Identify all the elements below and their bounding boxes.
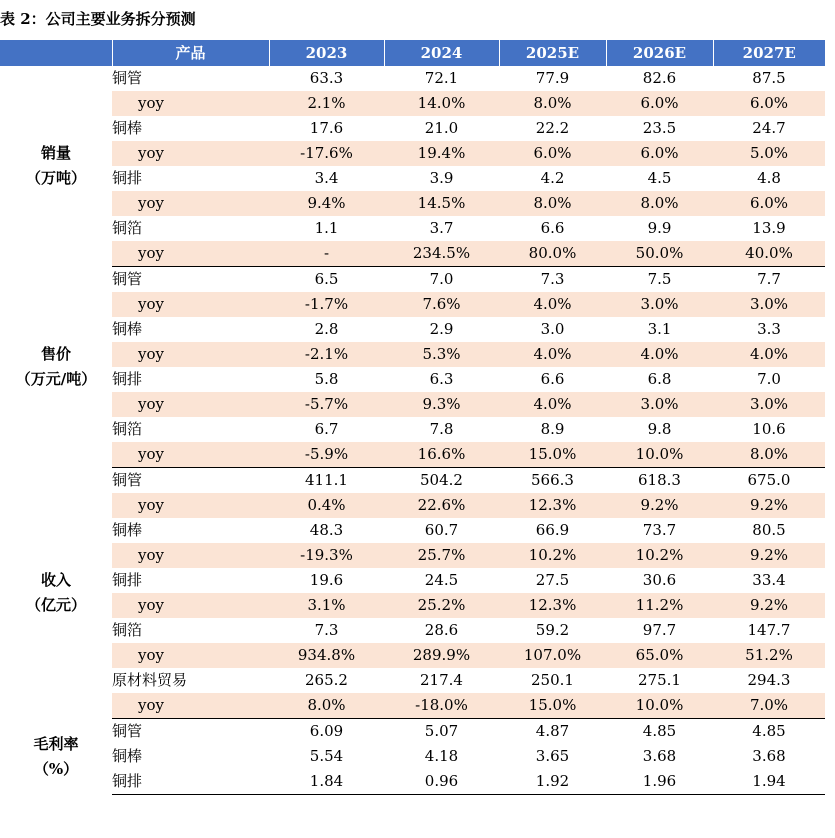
value-cell: 59.2 [535,621,570,639]
value-cell: 4.0% [606,342,713,367]
value-cell: 3.4 [314,169,339,187]
value-cell: 3.0 [540,320,565,338]
table-row [0,91,825,116]
category-unit: （%） [33,759,79,778]
table-row [0,543,825,568]
value-cell: 6.0% [713,191,825,216]
value-cell: 5.8 [314,370,339,388]
value-cell: 72.1 [424,69,459,87]
value-cell: 73.7 [642,521,677,539]
value-cell: 265.2 [305,671,348,689]
product-name: 铜箔 [112,420,143,438]
value-cell: 7.7 [757,270,781,288]
product-name: 铜管 [112,471,143,489]
table-row [0,141,825,166]
table-row [0,568,825,593]
value-cell: 6.6 [540,219,565,237]
value-cell: 3.65 [535,747,570,765]
table-row [0,643,825,668]
header-year-2023: 2023 [269,40,384,66]
table-row [0,442,825,468]
product-name: 铜箔 [112,621,143,639]
value-cell: 30.6 [642,571,677,589]
value-cell: 618.3 [638,471,681,489]
value-cell: 8.0% [499,191,606,216]
value-cell: 6.0% [606,91,713,116]
value-cell: 82.6 [642,69,677,87]
category-unit: （万元/吨） [15,370,97,388]
product-name: 铜管 [112,722,143,740]
value-cell: 234.5% [384,241,499,267]
header-row [0,40,825,66]
header-year-2024: 2024 [384,40,499,66]
table-row [0,693,825,719]
value-cell: 24.7 [752,119,786,137]
yoy-label: yoy [112,693,269,719]
product-name: 铜管 [112,69,143,87]
value-cell: 411.1 [305,471,348,489]
value-cell: 3.1 [647,320,672,338]
value-cell: 3.68 [642,747,677,765]
value-cell: 6.3 [429,370,454,388]
value-cell: 22.2 [535,119,570,137]
value-cell: 51.2% [713,643,825,668]
value-cell: 217.4 [420,671,463,689]
header-year-2027e: 2027E [713,40,825,66]
value-cell: 10.2% [499,543,606,568]
table-row [0,417,825,442]
value-cell: 934.8% [269,643,384,668]
value-cell: 6.5 [314,270,339,288]
value-cell: 15.0% [499,693,606,719]
table-row [0,618,825,643]
value-cell: 12.3% [499,593,606,618]
category-unit: （亿元） [25,596,86,614]
table-row [0,769,825,795]
value-cell: 87.5 [752,69,786,87]
value-cell: 40.0% [713,241,825,267]
value-cell: - [269,241,384,267]
table-row [0,518,825,543]
table-row [0,468,825,494]
value-cell: 66.9 [535,521,570,539]
product-name: 铜箔 [112,219,143,237]
table-row [0,668,825,693]
value-cell: 28.6 [424,621,459,639]
header-year-2026e: 2026E [606,40,713,66]
yoy-label: yoy [112,292,269,317]
value-cell: 4.87 [535,722,570,740]
value-cell: 9.2% [713,493,825,518]
value-cell: 0.4% [269,493,384,518]
value-cell: 3.0% [606,392,713,417]
value-cell: 17.6 [309,119,344,137]
value-cell: 2.8 [314,320,339,338]
table-title: 表 2：公司主要业务拆分预测 [0,10,196,28]
value-cell: 3.9 [429,169,454,187]
value-cell: 63.3 [309,69,344,87]
value-cell: 5.07 [424,722,459,740]
product-name: 铜排 [112,370,143,388]
value-cell: 25.7% [384,543,499,568]
value-cell: 5.54 [309,747,344,765]
value-cell: 7.6% [384,292,499,317]
value-cell: 8.0% [713,442,825,468]
table-row [0,367,825,392]
value-cell: 80.5 [752,521,786,539]
value-cell: 25.2% [384,593,499,618]
value-cell: 19.6 [309,571,344,589]
value-cell: 23.5 [642,119,677,137]
value-cell: 9.8 [647,420,672,438]
value-cell: 9.2% [713,543,825,568]
value-cell: 13.9 [752,219,786,237]
table-body [0,66,825,795]
product-name: 铜排 [112,571,143,589]
yoy-label: yoy [112,543,269,568]
value-cell: 7.3 [314,621,339,639]
value-cell: 3.1% [269,593,384,618]
value-cell: 8.9 [540,420,565,438]
value-cell: 2.1% [269,91,384,116]
value-cell: 4.85 [642,722,677,740]
value-cell: 4.18 [424,747,459,765]
value-cell: 24.5 [424,571,459,589]
value-cell: 12.3% [499,493,606,518]
value-cell: 50.0% [606,241,713,267]
value-cell: 3.0% [713,392,825,417]
value-cell: 7.3 [540,270,565,288]
value-cell: 4.0% [499,392,606,417]
value-cell: 4.8 [757,169,781,187]
value-cell: 289.9% [384,643,499,668]
table-row [0,317,825,342]
yoy-label: yoy [112,392,269,417]
table-row [0,744,825,769]
value-cell: 6.8 [647,370,672,388]
yoy-label: yoy [112,191,269,216]
value-cell: 9.4% [269,191,384,216]
value-cell: 8.0% [269,693,384,719]
table-row [0,292,825,317]
value-cell: 10.2% [606,543,713,568]
value-cell: 14.0% [384,91,499,116]
value-cell: 675.0 [747,471,791,489]
header-corner [0,40,112,66]
value-cell: -18.0% [384,693,499,719]
value-cell: 7.8 [429,420,454,438]
value-cell: 11.2% [606,593,713,618]
product-name: 铜排 [112,769,269,795]
yoy-label: yoy [112,241,269,267]
category-label: 毛利率 [33,734,79,753]
value-cell: 1.96 [606,769,713,795]
value-cell: 9.9 [647,219,672,237]
table-row [0,116,825,141]
value-cell: 294.3 [747,671,791,689]
value-cell: 3.0% [606,292,713,317]
product-name: 铜排 [112,169,143,187]
yoy-label: yoy [112,593,269,618]
value-cell: 48.3 [309,521,344,539]
value-cell: 21.0 [424,119,459,137]
value-cell: 7.0 [429,270,454,288]
value-cell: 1.1 [314,219,339,237]
value-cell: 5.0% [713,141,825,166]
yoy-label: yoy [112,342,269,367]
value-cell: 4.0% [713,342,825,367]
value-cell: 6.6 [540,370,565,388]
value-cell: 16.6% [384,442,499,468]
value-cell: 250.1 [531,671,574,689]
table-row [0,66,825,91]
table-row [0,267,825,293]
value-cell: 27.5 [535,571,570,589]
yoy-label: yoy [112,643,269,668]
table-row [0,392,825,417]
value-cell: 10.0% [606,693,713,719]
value-cell: 504.2 [420,471,463,489]
value-cell: -5.7% [269,392,384,417]
value-cell: 33.4 [752,571,786,589]
product-name: 铜棒 [112,521,143,539]
value-cell: 4.85 [752,722,786,740]
product-name: 铜棒 [112,320,143,338]
value-cell: -17.6% [269,141,384,166]
yoy-label: yoy [112,493,269,518]
value-cell: 8.0% [606,191,713,216]
value-cell: 3.7 [429,219,454,237]
value-cell: 6.0% [499,141,606,166]
value-cell: 275.1 [638,671,681,689]
value-cell: -5.9% [269,442,384,468]
value-cell: 60.7 [424,521,459,539]
table-row [0,719,825,745]
value-cell: 5.3% [384,342,499,367]
product-name: 铜棒 [112,119,143,137]
value-cell: 0.96 [384,769,499,795]
value-cell: 1.84 [269,769,384,795]
value-cell: 9.3% [384,392,499,417]
value-cell: 147.7 [747,621,791,639]
value-cell: 4.0% [499,292,606,317]
value-cell: 97.7 [642,621,677,639]
value-cell: 6.0% [713,91,825,116]
value-cell: 7.5 [647,270,672,288]
value-cell: -1.7% [269,292,384,317]
table-row [0,166,825,191]
table-row [0,593,825,618]
yoy-label: yoy [112,442,269,468]
value-cell: -19.3% [269,543,384,568]
value-cell: 7.0% [713,693,825,719]
header-product: 产品 [112,40,269,66]
value-cell: 3.3 [757,320,781,338]
category-cell [0,66,112,267]
value-cell: 9.2% [606,493,713,518]
value-cell: 6.09 [309,722,344,740]
yoy-label: yoy [112,91,269,116]
value-cell: 6.0% [606,141,713,166]
value-cell: -2.1% [269,342,384,367]
header-year-2025e: 2025E [499,40,606,66]
product-name: 铜棒 [112,747,143,765]
value-cell: 4.0% [499,342,606,367]
value-cell: 1.92 [499,769,606,795]
value-cell: 14.5% [384,191,499,216]
category-cell [0,267,112,468]
value-cell: 8.0% [499,91,606,116]
product-name: 原材料贸易 [112,671,188,689]
forecast-table [0,40,825,795]
yoy-label: yoy [112,141,269,166]
value-cell: 80.0% [499,241,606,267]
value-cell: 6.7 [314,420,339,438]
table-row [0,241,825,267]
value-cell: 107.0% [499,643,606,668]
value-cell: 65.0% [606,643,713,668]
value-cell: 19.4% [384,141,499,166]
value-cell: 9.2% [713,593,825,618]
table-row [0,342,825,367]
value-cell: 10.6 [752,420,786,438]
value-cell: 15.0% [499,442,606,468]
value-cell: 4.2 [540,169,565,187]
value-cell: 10.0% [606,442,713,468]
value-cell: 3.0% [713,292,825,317]
value-cell: 77.9 [535,69,570,87]
category-cell [0,719,112,795]
value-cell: 22.6% [384,493,499,518]
value-cell: 3.68 [752,747,786,765]
category-label: 销量 [40,144,71,163]
value-cell: 7.0 [757,370,781,388]
value-cell: 2.9 [429,320,454,338]
category-label: 售价 [40,345,71,363]
value-cell: 4.5 [647,169,672,187]
category-unit: （万吨） [25,169,86,188]
table-row [0,191,825,216]
category-label: 收入 [40,571,71,589]
table-row [0,216,825,241]
table-row [0,493,825,518]
product-name: 铜管 [112,270,143,288]
category-cell [0,468,112,719]
value-cell: 566.3 [531,471,574,489]
value-cell: 1.94 [713,769,825,795]
